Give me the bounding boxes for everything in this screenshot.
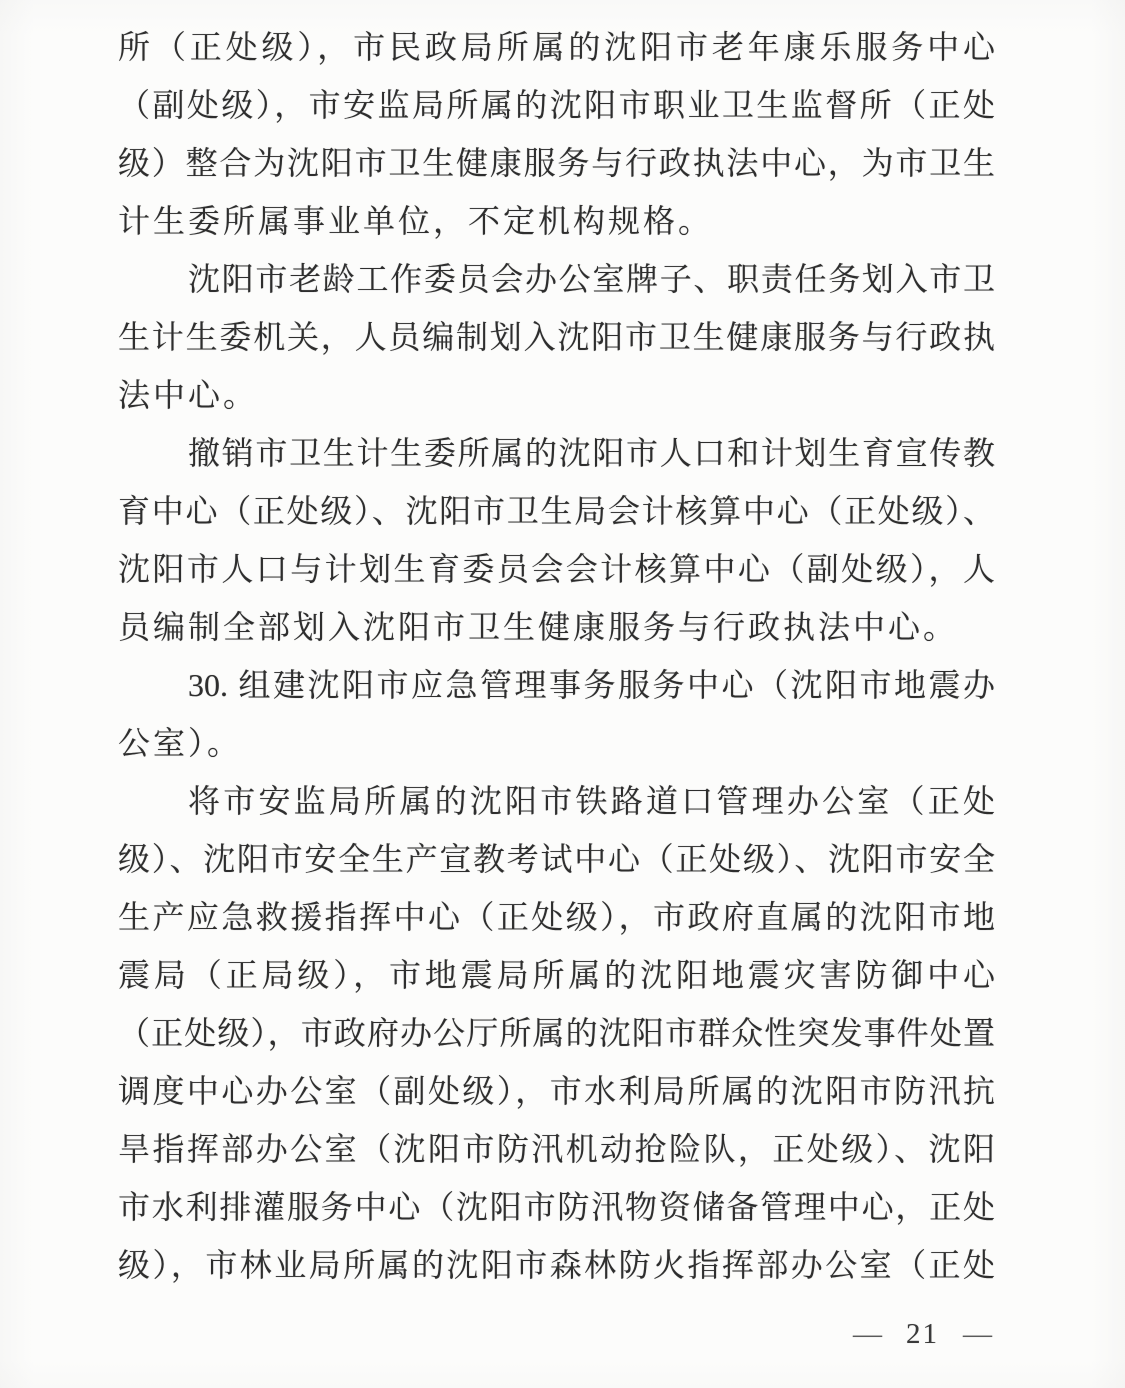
document-line: 级）整合为沈阳市卫生健康服务与行政执法中心，为市卫生 (118, 145, 995, 181)
page-footer (853, 1318, 992, 1351)
document-line: 将市安监局所属的沈阳市铁路道口管理办公室（正处 (188, 783, 995, 819)
document-line: 育中心（正处级）、沈阳市卫生局会计核算中心（正处级）、 (118, 493, 995, 529)
document-line: 旱指挥部办公室（沈阳市防汛机动抢险队，正处级）、沈阳 (118, 1131, 995, 1167)
document-line: 所（正处级），市民政局所属的沈阳市老年康乐服务中心 (118, 29, 995, 65)
document-body (118, 18, 995, 1294)
document-line: 市水利排灌服务中心（沈阳市防汛物资储备管理中心，正处 (118, 1189, 995, 1225)
document-line: 生产应急救援指挥中心（正处级），市政府直属的沈阳市地 (118, 899, 995, 935)
document-line: 撤销市卫生计生委所属的沈阳市人口和计划生育宣传教 (188, 435, 995, 471)
document-line: （副处级），市安监局所属的沈阳市职业卫生监督所（正处 (118, 87, 995, 123)
document-line: 级），市林业局所属的沈阳市森林防火指挥部办公室（正处 (118, 1247, 995, 1283)
document-line: 法中心。 (118, 377, 259, 413)
document-line: 沈阳市人口与计划生育委员会会计核算中心（副处级），人 (118, 551, 995, 587)
document-line: 公室）。 (118, 725, 243, 761)
document-line: 震局（正局级），市地震局所属的沈阳地震灾害防御中心 (118, 957, 995, 993)
document-line: 级）、沈阳市安全生产宣教考试中心（正处级）、沈阳市安全 (118, 841, 995, 877)
footer-right-dash: — (963, 1318, 992, 1350)
document-line: 生计生委机关，人员编制划入沈阳市卫生健康服务与行政执 (118, 319, 995, 355)
document-line: 沈阳市老龄工作委员会办公室牌子、职责任务划入市卫 (188, 261, 995, 297)
document-line: （正处级），市政府办公厅所属的沈阳市群众性突发事件处置 (118, 1015, 995, 1051)
document-line: 员编制全部划入沈阳市卫生健康服务与行政执法中心。 (118, 609, 959, 645)
footer-left-dash: — (853, 1318, 882, 1350)
document-line: 计生委所属事业单位，不定机构规格。 (118, 203, 714, 239)
document-line: 30. 组建沈阳市应急管理事务服务中心（沈阳市地震办 (188, 667, 995, 703)
document-line: 调度中心办公室（副处级），市水利局所属的沈阳市防汛抗 (118, 1073, 995, 1109)
page-number: 21 (906, 1318, 939, 1350)
